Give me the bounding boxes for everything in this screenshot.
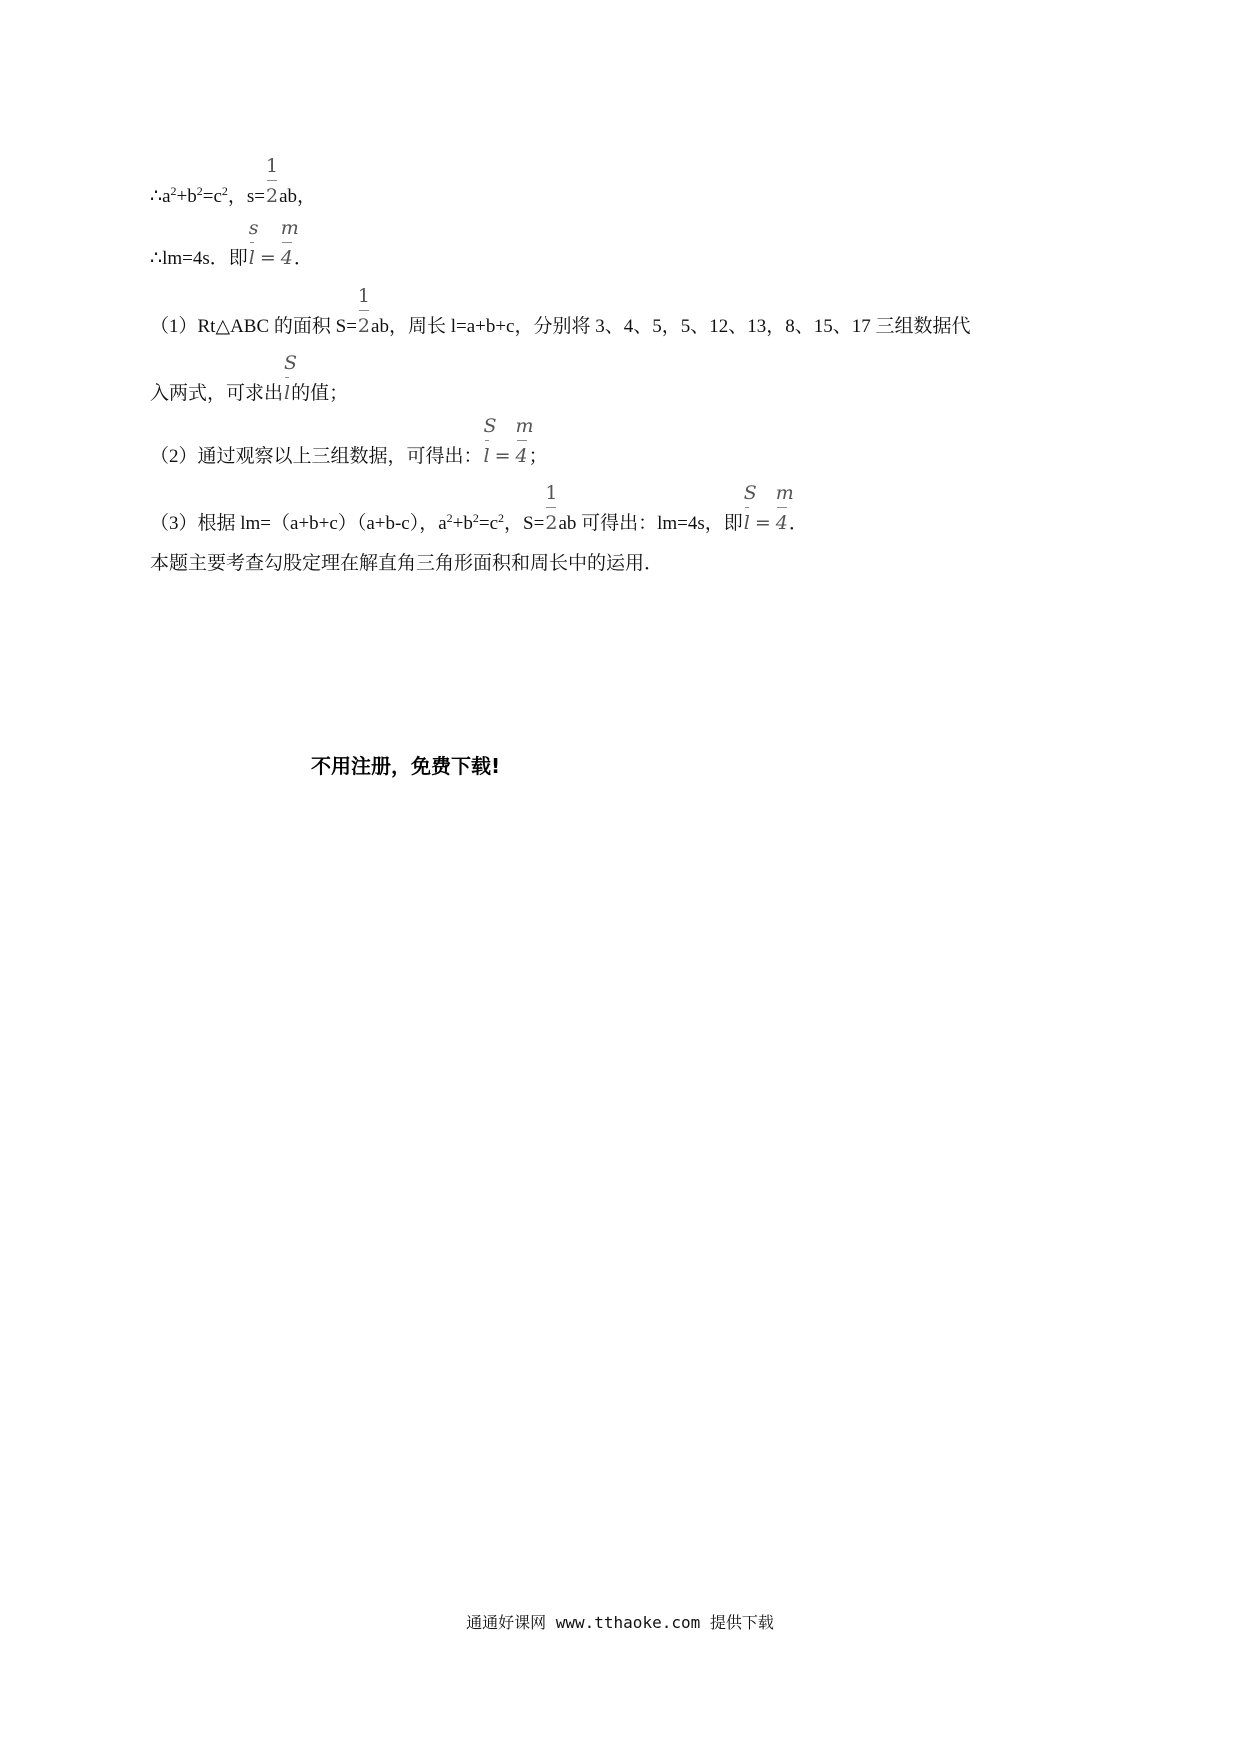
fraction-half [545, 482, 558, 534]
text: ，s= [227, 186, 266, 207]
text: （3）根据 lm=（a+b+c）（a+b-c），a [150, 513, 447, 534]
superscript: 2 [446, 511, 453, 525]
equals-sign: = [259, 247, 276, 269]
fraction-bar [745, 507, 749, 508]
page-footer: 通通好课网 www.tthaoke.com 提供下载 [466, 1613, 774, 1632]
solution-line-1 [150, 155, 317, 208]
text: ∴lm=4s．即 [150, 248, 248, 269]
text: =c [478, 513, 499, 534]
text: （1）Rt△ABC 的面积 S= [150, 316, 357, 337]
text: ，S= [504, 513, 545, 534]
fraction-numerator: S [483, 415, 497, 437]
fraction-denominator: l [284, 382, 291, 404]
fraction-bar [250, 242, 254, 243]
text: +b [176, 186, 197, 207]
fraction-denominator: 4 [515, 445, 528, 467]
text: 入两式，可求出 [150, 383, 284, 404]
fraction-bar [777, 507, 787, 508]
fraction-denominator: 2 [266, 185, 279, 207]
fraction-half [266, 155, 279, 207]
fraction-numerator: s [248, 217, 259, 239]
fraction-s-over-l [248, 217, 259, 269]
fraction-numerator: S [743, 482, 757, 504]
text: ab，周长 l=a+b+c，分别将 3、4、5，5、12、13，8、15、17 三组数据代 [371, 316, 971, 337]
fraction-bar [485, 440, 489, 441]
text: ∴a [150, 186, 171, 207]
superscript: 2 [498, 511, 505, 525]
fraction-S-over-l [284, 352, 298, 404]
fraction-bar [285, 377, 289, 378]
fraction-m-over-4 [280, 217, 299, 269]
fraction-bar [282, 242, 292, 243]
solution-line-2 [150, 217, 313, 270]
solution-line-3 [150, 285, 971, 338]
fraction-numerator: m [280, 217, 299, 239]
fraction-numerator: m [775, 482, 794, 504]
solution-line-4 [150, 352, 349, 405]
fraction-bar [267, 180, 277, 181]
fraction-m-over-4 [775, 482, 794, 534]
fraction-numerator: 1 [266, 155, 279, 177]
superscript: 2 [221, 184, 228, 198]
fraction-bar [359, 310, 369, 311]
text: ． [293, 248, 313, 269]
fraction-half [357, 285, 371, 337]
text: ； [528, 446, 548, 467]
fraction-bar [546, 507, 556, 508]
fraction-numerator: 1 [357, 285, 371, 307]
fraction-denominator: 2 [357, 315, 371, 337]
solution-summary [150, 553, 663, 575]
equals-sign: = [754, 512, 771, 534]
superscript: 2 [170, 184, 177, 198]
fraction-denominator: 4 [775, 512, 788, 534]
text: 的值； [291, 383, 349, 404]
fraction-denominator: 4 [280, 247, 293, 269]
promo-text: 不用注册，免费下载! [311, 754, 501, 778]
equals-sign: = [494, 445, 511, 467]
text: 本题主要考查勾股定理在解直角三角形面积和周长中的运用． [150, 553, 664, 574]
solution-line-5 [150, 415, 548, 468]
fraction-numerator: m [515, 415, 534, 437]
fraction-bar [517, 440, 527, 441]
text: ab， [279, 186, 317, 207]
text: =c [202, 186, 222, 207]
fraction-denominator: 2 [545, 512, 558, 534]
fraction-numerator: S [284, 352, 298, 374]
fraction-denominator: l [483, 445, 490, 467]
text: ． [788, 513, 808, 534]
superscript: 2 [196, 184, 203, 198]
fraction-numerator: 1 [545, 482, 558, 504]
fraction-denominator: l [248, 247, 255, 269]
fraction-S-over-l [743, 482, 757, 534]
fraction-m-over-4 [515, 415, 534, 467]
superscript: 2 [472, 511, 479, 525]
text: （2）通过观察以上三组数据，可得出： [150, 446, 483, 467]
fraction-denominator: l [743, 512, 750, 534]
fraction-S-over-l [483, 415, 497, 467]
solution-line-6 [150, 482, 808, 535]
text: ab 可得出：lm=4s，即 [558, 513, 743, 534]
text: +b [452, 513, 473, 534]
